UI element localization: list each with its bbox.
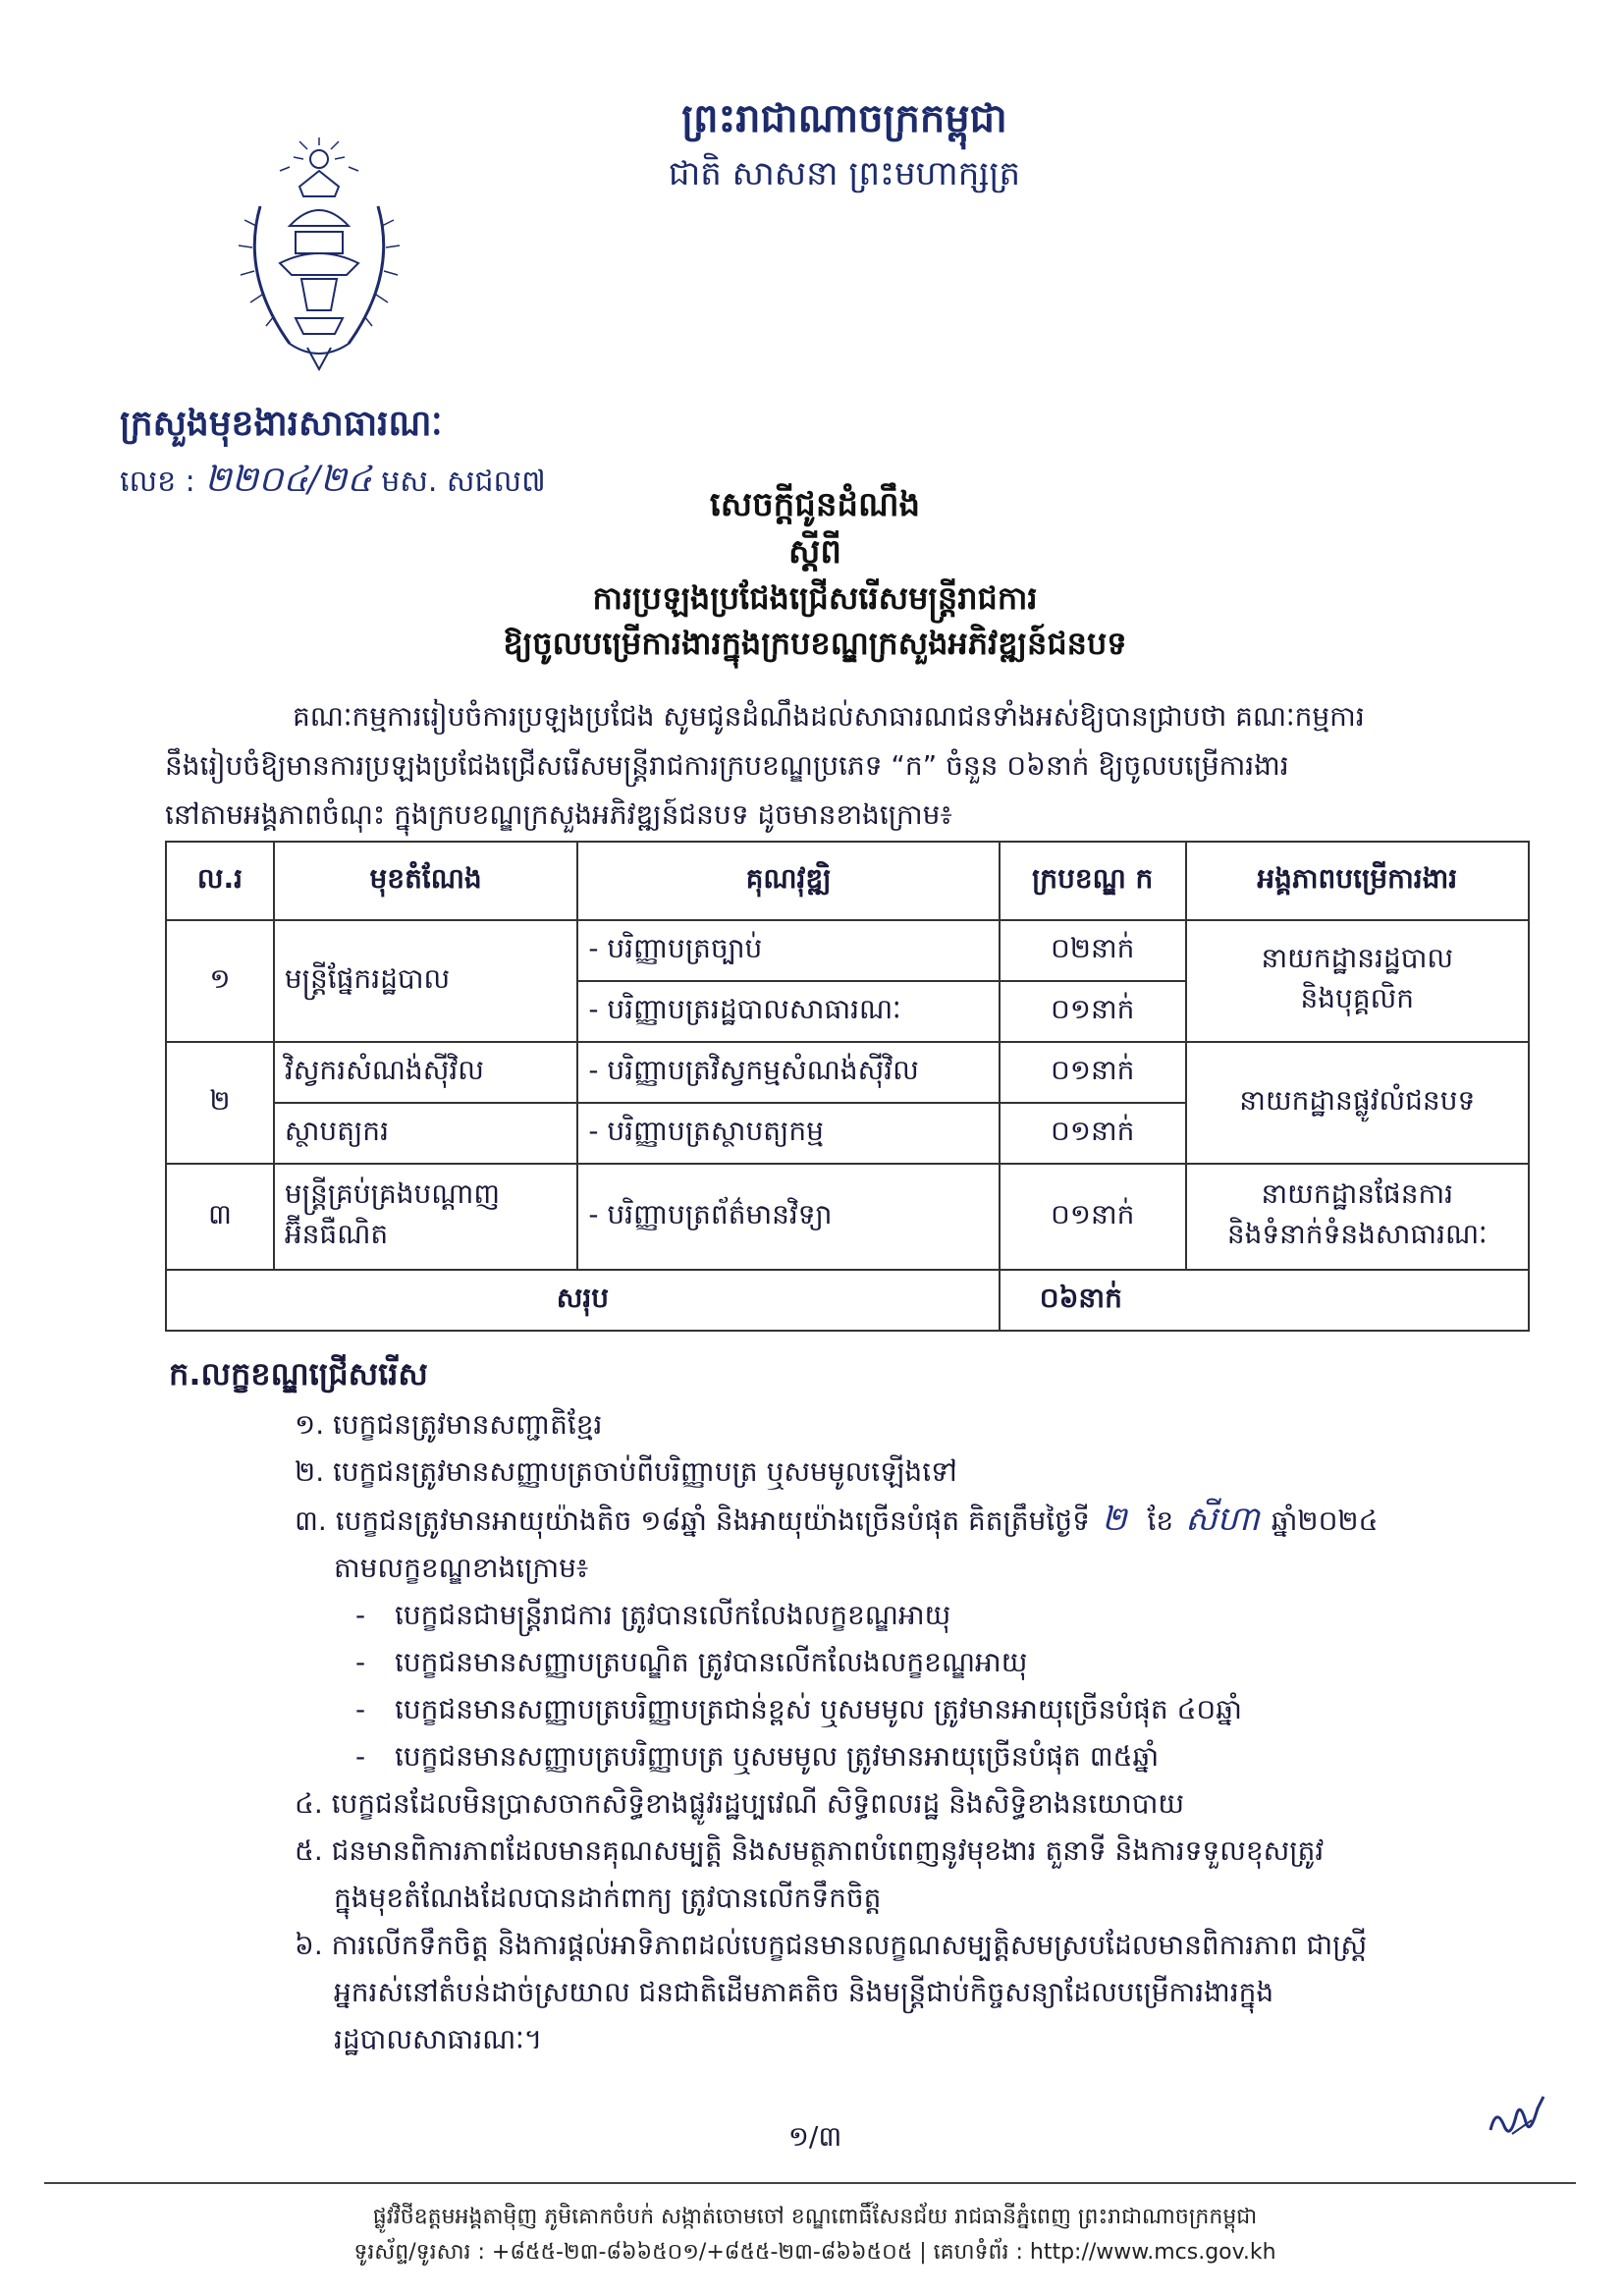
qualification-cell: - បរិញ្ញាបត្រច្បាប់	[577, 920, 999, 981]
notice-title	[373, 481, 1257, 666]
col-header-qualification: គុណវុឌ្ឍិ	[577, 842, 999, 920]
count-cell: ០១នាក់	[1000, 1042, 1186, 1103]
total-label: សរុប	[166, 1270, 1000, 1331]
criterion-3-tail: តាមលក្ខខណ្ឌខាងក្រោម៖	[334, 1552, 589, 1584]
footer-divider	[44, 2182, 1576, 2184]
criterion-3-sub-1: - បេក្ខជនជាមន្ត្រីរាជការ ត្រូវបានលើកលែងលក្ខខណ្ឌអាយុ	[169, 1592, 1543, 1639]
selection-criteria	[169, 1350, 1543, 2063]
doc-number-label: លេខ :	[120, 465, 195, 499]
criterion-4: ៤. បេក្ខជនដែលមិនប្រាសចាកសិទ្ធិខាងផ្លូវរដ្ឋប្បវេណី សិទ្ធិពលរដ្ឋ និងសិទ្ធិខាងនយោបាយ	[295, 1787, 1185, 1820]
title-line-1: សេចក្តីជូនដំណឹង	[709, 485, 921, 524]
row-number: ១	[166, 920, 274, 1042]
footer	[177, 2200, 1453, 2270]
qualification-cell: - បរិញ្ញាបត្រព័ត៌មានវិទ្យា	[577, 1164, 999, 1270]
table-header-row	[166, 842, 1529, 920]
doc-number-suffix: មស.	[381, 465, 438, 499]
handwritten-signature-icon	[1483, 2087, 1551, 2146]
criterion-2: ២. បេក្ខជនត្រូវមានសញ្ញាបត្រចាប់ពីបរិញ្ញាបត្រ ឬសមមូលឡើងទៅ	[295, 1455, 957, 1488]
intro-paragraph	[165, 692, 1520, 840]
criteria-heading: ក.លក្ខខណ្ឌជ្រើសរើស	[169, 1355, 428, 1393]
unit-cell	[1186, 1164, 1529, 1270]
national-motto: ជាតិ សាសនា ព្រះមហាក្សត្រ	[668, 154, 1021, 193]
criterion-1: ១. បេក្ខជនត្រូវមានសញ្ជាតិខ្មែរ	[295, 1408, 603, 1441]
count-cell: ០២នាក់	[1000, 920, 1186, 981]
table-row	[166, 1042, 1529, 1103]
criterion-5-line-2: ក្នុងមុខតំណែងដែលបានដាក់ពាក្យ ត្រូវបានលើកទឹកចិត្ត	[334, 1882, 882, 1914]
table-row	[166, 920, 1529, 981]
count-cell: ០១នាក់	[1000, 981, 1186, 1042]
position-cell: មន្ត្រីគ្រប់គ្រងបណ្តាញ អ៊ីនធឺណិត	[274, 1164, 578, 1270]
table-row	[166, 1164, 1529, 1270]
kingdom-title: ព្រះរាជាណាចក្រកម្ពុជា	[681, 96, 1007, 141]
criterion-3-month-label: ខែ	[1147, 1504, 1174, 1537]
unit-line: និងទំនាក់ទំនងសាធារណៈ	[1226, 1218, 1488, 1250]
col-header-unit: អង្គភាពបម្រើការងារ	[1186, 842, 1529, 920]
intro-line-3: នៅតាមអង្គភាពចំណុះ ក្នុងក្របខណ្ឌក្រសួងអភិវឌ្ឍន៍ជនបទ ដូចមានខាងក្រោម៖	[165, 798, 952, 831]
col-header-framework: ក្របខណ្ឌ ក	[1000, 842, 1186, 920]
unit-line: និងបុគ្គលិក	[1300, 982, 1415, 1014]
positions-table	[165, 841, 1530, 1332]
position-cell: វិស្វករសំណង់ស៊ីវិល	[274, 1042, 578, 1103]
criterion-3-sub-2: - បេក្ខជនមានសញ្ញាបត្របណ្ឌិត ត្រូវបានលើកលែងលក្ខខណ្ឌអាយុ	[169, 1639, 1543, 1686]
unit-line: នាយកដ្ឋានផែនការ	[1261, 1177, 1454, 1210]
col-header-position: មុខតំណែង	[274, 842, 578, 920]
criterion-3-year: ឆ្នាំ២០២៤	[1271, 1504, 1379, 1537]
unit-cell	[1186, 920, 1529, 1042]
doc-number-handwritten: ២២០៤/២៤	[204, 460, 372, 500]
total-value: ០៦នាក់	[1000, 1270, 1529, 1331]
table-total-row	[166, 1270, 1529, 1331]
criterion-3-month: សីហា	[1185, 1500, 1260, 1539]
title-line-4: ឱ្យចូលបម្រើការងារក្នុងក្របខណ្ឌក្រសួងអភិវឌ្ឍន៍ជនបទ	[503, 625, 1127, 662]
col-header-no: ល.រ	[166, 842, 274, 920]
position-cell: មន្ត្រីផ្នែករដ្ឋបាល	[274, 920, 578, 1042]
count-cell: ០១នាក់	[1000, 1164, 1186, 1270]
footer-address: ផ្លូវវិថីឧត្តមអង្គតាម៉ិញ ភូមិគោកចំបក់ សង្កាត់ចោមចៅ ខណ្ឌពោធិ៍សែនជ័យ រាជធានីភ្នំពេញ ព្រះរាជាណាចក្រកម្ពុជា	[372, 2205, 1258, 2229]
position-cell: ស្ថាបត្យករ	[274, 1103, 578, 1164]
ministry-name: ក្រសួងមុខងារសាធារណៈ	[120, 404, 443, 444]
unit-line: នាយកដ្ឋានផ្លូវលំជនបទ	[1239, 1083, 1476, 1117]
row-number: ២	[166, 1042, 274, 1164]
intro-line-2: នឹងរៀបចំឱ្យមានការប្រឡងប្រជែងជ្រើសរើសមន្ត្រីរាជការក្របខណ្ឌប្រភេទ “ក” ចំនួន ០៦នាក់ ឱ្យចូលបម្រើការងារ	[165, 749, 1289, 782]
doc-number-code: សជល៧	[446, 465, 546, 499]
criterion-3-sub-3: - បេក្ខជនមានសញ្ញាបត្របរិញ្ញាបត្រជាន់ខ្ពស់ ឬសមមូល ត្រូវមានអាយុច្រើនបំផុត ៤០ឆ្នាំ	[169, 1686, 1543, 1733]
count-cell: ០១នាក់	[1000, 1103, 1186, 1164]
row-number: ៣	[166, 1164, 274, 1270]
criterion-5-line-1: ៥. ជនមានពិការភាពដែលមានគុណសម្បត្តិ និងសមត្ថភាពបំពេញនូវមុខងារ តួនាទី និងការទទួលខុសត្រូវ	[295, 1834, 1325, 1867]
royal-emblem-icon	[221, 137, 417, 373]
criterion-6-line-2: អ្នករស់នៅតំបន់ដាច់ស្រយាល ជនជាតិដើមភាគតិច និងមន្ត្រីជាប់កិច្ចសន្យាដែលបម្រើការងារក្នុង	[334, 1976, 1274, 2008]
criterion-3	[169, 1496, 1543, 1545]
unit-cell	[1186, 1042, 1529, 1164]
qualification-cell: - បរិញ្ញាបត្រវិស្វកម្មសំណង់ស៊ីវិល	[577, 1042, 999, 1103]
criterion-6-line-1: ៦. ការលើកទឹកចិត្ត និងការផ្តល់អាទិភាពដល់បេក្ខជនមានលក្ខណសម្បត្តិសមស្របដែលមានពិការភាព ជាស្ត្រី	[295, 1929, 1368, 1961]
footer-contact: ទូរស័ព្ទ/ទូរសារ : +៨៥៥-២៣-៨៦៦៥០១/+៨៥៥-២៣-៨៦៦៥០៥ | គេហទំព័រ : http://www.mcs.gov.kh	[353, 2240, 1276, 2265]
intro-line-1: គណៈកម្មការរៀបចំការប្រឡងប្រជែង សូមជូនដំណឹងដល់សាធារណជនទាំងអស់ឱ្យបានជ្រាបថា គណៈកម្មការ	[293, 700, 1365, 733]
page-number: ១/៣	[787, 2120, 842, 2153]
qualification-cell: - បរិញ្ញាបត្ររដ្ឋបាលសាធារណៈ	[577, 981, 999, 1042]
criterion-3-sub-4: - បេក្ខជនមានសញ្ញាបត្របរិញ្ញាបត្រ ឬសមមូល ត្រូវមានអាយុច្រើនបំផុត ៣៥ឆ្នាំ	[169, 1733, 1543, 1780]
qualification-cell: - បរិញ្ញាបត្រស្ថាបត្យកម្ម	[577, 1103, 999, 1164]
title-line-3: ការប្រឡងប្រជែងជ្រើសរើសមន្ត្រីរាជការ	[592, 579, 1038, 617]
criterion-6-line-3: រដ្ឋបាលសាធារណៈ។	[334, 2023, 543, 2055]
criterion-3-text: ៣. បេក្ខជនត្រូវមានអាយុយ៉ាងតិច ១៨ឆ្នាំ និងអាយុយ៉ាងច្រើនបំផុត គិតត្រឹមថ្ងៃទី	[295, 1504, 1090, 1537]
unit-line: នាយកដ្ឋានរដ្ឋបាល	[1261, 942, 1454, 974]
title-line-2: ស្តីពី	[788, 532, 841, 572]
criterion-3-day: ២	[1101, 1500, 1127, 1539]
